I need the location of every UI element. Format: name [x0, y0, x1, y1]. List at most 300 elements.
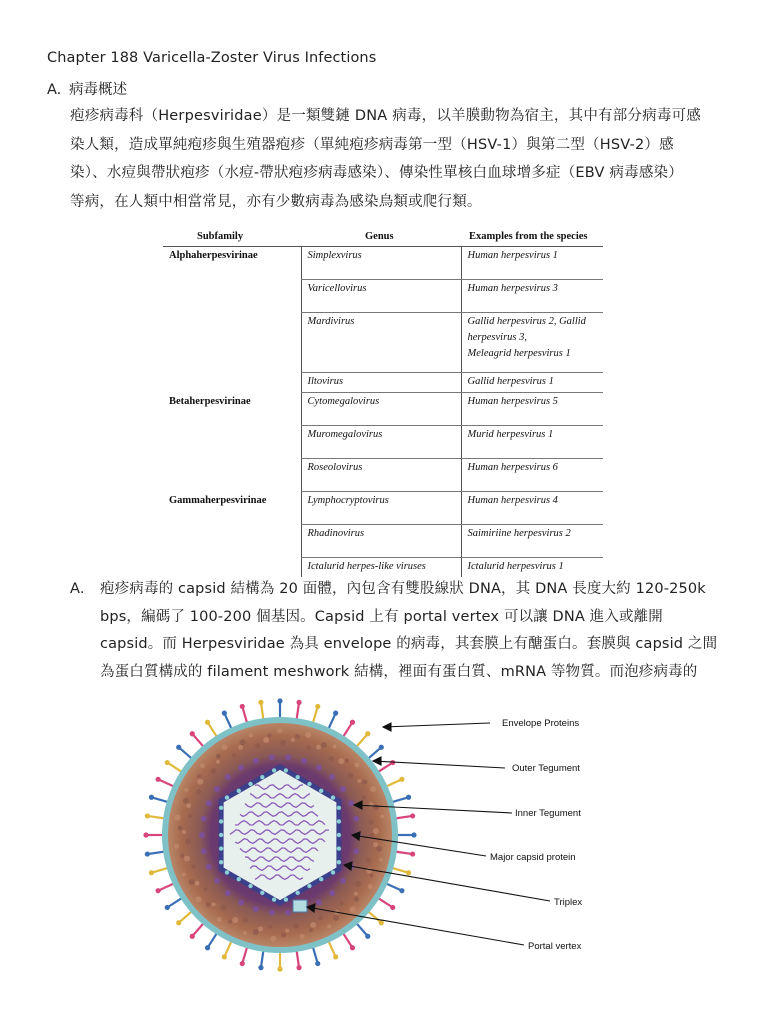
- tegument-granule: [263, 737, 269, 743]
- table-row: [163, 247, 603, 280]
- envelope-protein-spike: [180, 911, 192, 921]
- tegument-granule: [255, 743, 260, 748]
- envelope-protein-head: [379, 920, 384, 925]
- intro-line: 染人類，造成單純疱疹與生殖器疱疹（單純疱疹病毒第一型（HSV-1）與第二型（HSV-2）感: [70, 136, 674, 153]
- triplex-knob: [284, 768, 288, 772]
- inner-tegument-granule: [353, 848, 359, 854]
- tegument-granule: [280, 740, 286, 746]
- tegument-granule: [197, 774, 201, 778]
- cell-subfamily: [163, 426, 301, 459]
- envelope-protein-head: [258, 965, 263, 970]
- tegument-granule: [373, 804, 379, 810]
- tegument-granule: [318, 915, 323, 920]
- envelope-protein-head: [176, 920, 181, 925]
- envelope-protein-head: [350, 945, 355, 950]
- triplex-knob: [219, 806, 223, 810]
- tegument-granule: [182, 872, 186, 876]
- envelope-protein-spike: [395, 852, 411, 854]
- envelope-protein-spike: [225, 715, 232, 730]
- envelope-protein-head: [379, 745, 384, 750]
- envelope-protein-head: [240, 961, 245, 966]
- triplex-knob: [284, 897, 288, 901]
- envelope-protein-head: [145, 813, 150, 818]
- envelope-protein-spike: [343, 724, 352, 737]
- envelope-protein-head: [149, 870, 154, 875]
- cell-subfamily: [163, 313, 301, 373]
- tegument-granule: [373, 842, 378, 847]
- triplex-knob: [225, 795, 229, 799]
- triplex-knob: [219, 846, 223, 850]
- cell-genus: Roseolovirus: [301, 459, 461, 492]
- triplex-knob: [248, 884, 252, 888]
- tegument-granule: [221, 744, 227, 750]
- triplex-knob: [295, 891, 299, 895]
- tegument-granule: [197, 779, 203, 785]
- section-marker: A.: [47, 82, 62, 98]
- envelope-protein-spike: [169, 764, 182, 773]
- tegument-granule: [188, 814, 192, 818]
- tegument-granule: [369, 820, 374, 825]
- tegument-granule: [220, 904, 226, 910]
- table-row: [163, 525, 603, 558]
- envelope-protein-spike: [209, 724, 218, 737]
- cell-genus: Simplexvirus: [301, 247, 461, 280]
- envelope-protein-head: [399, 888, 404, 893]
- triplex-knob: [337, 819, 341, 823]
- envelope-protein-spike: [378, 764, 391, 773]
- tegument-granule: [338, 758, 344, 764]
- envelope-protein-spike: [153, 798, 168, 803]
- triplex-knob: [337, 833, 341, 837]
- tegument-granule: [309, 928, 313, 932]
- envelope-protein-head: [296, 700, 301, 705]
- tegument-granule: [370, 786, 376, 792]
- inner-tegument-granule: [348, 800, 354, 806]
- inner-tegument-granule: [214, 786, 220, 792]
- triplex-knob: [272, 897, 276, 901]
- tegument-granule: [281, 932, 286, 937]
- tegument-granule: [216, 754, 221, 759]
- tegument-granule: [366, 868, 372, 874]
- tegument-granule: [285, 929, 289, 933]
- envelope-protein-spike: [386, 883, 401, 890]
- tegument-granule: [321, 742, 327, 748]
- tegument-granule: [316, 745, 321, 750]
- example-line: Meleagrid herpesvirus 1: [467, 348, 571, 359]
- triplex-knob: [307, 782, 311, 786]
- envelope-protein-head: [411, 832, 416, 837]
- description-line: 疱疹病毒的 capsid 結構為 20 面體，內包含有雙股線狀 DNA，其 DNA 長度大約 120-250k: [100, 581, 706, 597]
- tegument-granule: [310, 922, 316, 928]
- triplex-knob: [260, 891, 264, 895]
- envelope-protein-spike: [297, 704, 299, 720]
- tegument-granule: [340, 901, 344, 905]
- triplex-knob: [295, 775, 299, 779]
- cell-genus: Rhadinovirus: [301, 525, 461, 558]
- tegument-granule: [333, 915, 339, 921]
- description-line: bps，編碼了 100-200 個基因。Capsid 上有 portal vertex 可以讓 DNA 進入或離開: [100, 608, 663, 625]
- arrowhead-icon: [373, 757, 381, 765]
- header-subfamily: Subfamily: [163, 225, 301, 247]
- cell-example: [461, 313, 603, 373]
- tegument-granule: [217, 917, 222, 922]
- intro-paragraph: [70, 102, 725, 216]
- envelope-protein-head: [205, 720, 210, 725]
- tegument-granule: [212, 902, 216, 906]
- header-examples: Examples from the species: [461, 225, 603, 247]
- tegument-granule: [295, 734, 300, 739]
- header-genus: Genus: [301, 225, 461, 247]
- tegument-granule: [362, 796, 366, 800]
- cell-subfamily: Alphaherpesvirinae: [169, 250, 258, 261]
- cell-subfamily: [163, 280, 301, 313]
- description-line: capsid。而 Herpesviridae 為具 envelope 的病毒，其套膜上有醣蛋白。套膜與 capsid 之間: [100, 636, 718, 652]
- inner-tegument-granule: [329, 890, 335, 896]
- tegument-granule: [204, 887, 208, 891]
- tegument-granule: [380, 814, 384, 818]
- tegument-granule: [228, 920, 232, 924]
- table-row: [163, 373, 603, 393]
- tegument-granule: [183, 798, 189, 804]
- tegument-granule: [238, 745, 243, 750]
- triplex-knob: [219, 819, 223, 823]
- tegument-granule: [185, 838, 191, 844]
- cell-genus: Mardivirus: [301, 313, 461, 373]
- tegument-granule: [354, 892, 358, 896]
- section-title: 病毒概述: [69, 82, 127, 98]
- envelope-protein-head: [277, 966, 282, 971]
- label-triplex: Triplex: [554, 897, 583, 908]
- tegument-granule: [291, 738, 295, 742]
- inner-tegument-granule: [269, 910, 275, 916]
- cell-genus: Ictalurid herpes-like viruses: [301, 558, 461, 578]
- envelope-protein-head: [240, 704, 245, 709]
- inner-tegument-granule: [206, 864, 212, 870]
- portal-vertex: [293, 900, 307, 912]
- cell-example: Human herpesvirus 1: [461, 247, 603, 280]
- tegument-granule: [373, 828, 379, 834]
- triplex-knob: [219, 860, 223, 864]
- envelope-protein-head: [410, 813, 415, 818]
- inner-tegument-granule: [353, 816, 359, 822]
- inner-tegument-granule: [329, 774, 335, 780]
- cell-genus: Lymphocryptovirus: [301, 492, 461, 525]
- tegument-granule: [180, 854, 184, 858]
- tegument-granule: [178, 826, 183, 831]
- tegument-granule: [345, 759, 349, 763]
- envelope-protein-head: [190, 731, 195, 736]
- tegument-granule: [184, 856, 190, 862]
- envelope-protein-head: [143, 832, 148, 837]
- table-row: [163, 426, 603, 459]
- envelope-protein-spike: [356, 923, 366, 935]
- envelope-protein-head: [406, 795, 411, 800]
- envelope-protein-spike: [395, 816, 411, 818]
- triplex-knob: [260, 775, 264, 779]
- tegument-granule: [216, 760, 220, 764]
- envelope-protein-spike: [180, 749, 192, 759]
- table-row: [163, 492, 603, 525]
- tegument-granule: [189, 879, 195, 885]
- envelope-protein-spike: [313, 708, 318, 723]
- triplex-knob: [272, 768, 276, 772]
- label-major-capsid-protein: Major capsid protein: [490, 852, 576, 863]
- inner-tegument-granule: [269, 754, 275, 760]
- envelope-protein-head: [156, 777, 161, 782]
- cell-genus: Varicellovirus: [301, 280, 461, 313]
- table-header-row: [163, 225, 603, 247]
- envelope-protein-spike: [343, 933, 352, 946]
- envelope-protein-spike: [149, 852, 165, 854]
- tegument-granule: [258, 926, 263, 931]
- envelope-protein-spike: [153, 868, 168, 873]
- envelope-protein-spike: [313, 946, 318, 961]
- cell-example: Human herpesvirus 5: [461, 393, 603, 426]
- envelope-protein-spike: [328, 941, 335, 956]
- inner-tegument-granule: [214, 878, 220, 884]
- triplex-knob: [319, 877, 323, 881]
- envelope-protein-head: [149, 795, 154, 800]
- inner-tegument-granule: [340, 878, 346, 884]
- inner-tegument-granule: [253, 906, 259, 912]
- capsid-description: [70, 576, 720, 686]
- envelope-protein-spike: [391, 798, 406, 803]
- tegument-granule: [232, 753, 236, 757]
- label-inner-tegument: Inner Tegument: [515, 808, 581, 819]
- envelope-protein-spike: [160, 883, 175, 890]
- envelope-protein-spike: [160, 780, 175, 787]
- cell-subfamily: [163, 373, 301, 393]
- triplex-knob: [225, 870, 229, 874]
- tegument-granule: [369, 874, 373, 878]
- envelope-protein-spike: [169, 898, 182, 907]
- tegument-granule: [327, 925, 331, 929]
- envelope-protein-head: [410, 851, 415, 856]
- envelope-protein-head: [333, 954, 338, 959]
- label-outer-tegument: Outer Tegument: [512, 763, 580, 774]
- cell-genus: Muromegalovirus: [301, 426, 461, 459]
- cell-example: Murid herpesvirus 1: [461, 426, 603, 459]
- tegument-granule: [182, 830, 186, 834]
- envelope-protein-head: [277, 698, 282, 703]
- triplex-knob: [337, 846, 341, 850]
- envelope-protein-head: [315, 704, 320, 709]
- envelope-protein-head: [390, 905, 395, 910]
- envelope-protein-head: [406, 870, 411, 875]
- triplex-knob: [219, 833, 223, 837]
- tegument-granule: [249, 733, 253, 737]
- intro-line: 疱疹病毒科（Herpesviridae）是一類雙鏈 DNA 病毒，以羊膜動物為宿主，其中有部分病毒可感: [70, 108, 701, 124]
- table-row: [163, 558, 603, 578]
- envelope-protein-spike: [194, 735, 204, 747]
- example-line: herpesvirus 3,: [467, 332, 527, 343]
- envelope-protein-spike: [149, 816, 165, 818]
- tegument-granule: [300, 934, 305, 939]
- envelope-protein-spike: [328, 715, 335, 730]
- tegument-granule: [174, 814, 180, 820]
- tegument-granule: [277, 729, 282, 734]
- tegument-granule: [186, 803, 191, 808]
- envelope-protein-spike: [386, 780, 401, 787]
- label-portal-vertex: Portal vertex: [528, 941, 582, 952]
- tegument-granule: [329, 756, 334, 761]
- tegument-granule: [195, 896, 201, 902]
- tegument-granule: [306, 746, 310, 750]
- cell-example: Saimiriine herpesvirus 2: [461, 525, 603, 558]
- tegument-granule: [206, 902, 211, 907]
- tegument-granule: [191, 864, 196, 869]
- table-row: [163, 459, 603, 492]
- tegument-granule: [362, 780, 367, 785]
- envelope-protein-head: [222, 711, 227, 716]
- triplex-knob: [248, 782, 252, 786]
- chapter-title: Chapter 188 Varicella-Zoster Virus Infections: [47, 50, 377, 66]
- cell-genus: Iltovirus: [301, 373, 461, 393]
- inner-tegument-granule: [316, 764, 322, 770]
- inner-tegument-granule: [340, 786, 346, 792]
- tegument-granule: [243, 931, 247, 935]
- envelope-protein-spike: [378, 898, 391, 907]
- arrowhead-icon: [383, 723, 391, 731]
- tegument-granule: [270, 936, 276, 942]
- label-envelope-proteins: Envelope Proteins: [502, 718, 580, 729]
- envelope-protein-head: [222, 954, 227, 959]
- tegument-granule: [370, 833, 374, 837]
- cell-example: Human herpesvirus 3: [461, 280, 603, 313]
- envelope-protein-spike: [356, 735, 366, 747]
- tegument-granule: [376, 846, 382, 852]
- inner-tegument-granule: [225, 774, 231, 780]
- tegument-granule: [243, 918, 248, 923]
- triplex-knob: [331, 870, 335, 874]
- tegument-granule: [368, 884, 373, 889]
- tegument-granule: [211, 768, 217, 774]
- tegument-granule: [174, 844, 179, 849]
- inner-tegument-granule: [301, 758, 307, 764]
- inner-tegument-granule: [206, 800, 212, 806]
- envelope-protein-head: [315, 961, 320, 966]
- taxonomy-table: [163, 225, 603, 577]
- triplex-knob: [237, 877, 241, 881]
- envelope-protein-head: [365, 731, 370, 736]
- tegument-granule: [333, 745, 337, 749]
- envelope-protein-spike: [243, 708, 248, 723]
- cell-subfamily: Gammaherpesvirinae: [169, 494, 267, 506]
- envelope-protein-spike: [261, 704, 263, 720]
- tegument-granule: [369, 802, 374, 807]
- tegument-granule: [357, 779, 361, 783]
- envelope-protein-head: [165, 760, 170, 765]
- tegument-granule: [350, 906, 356, 912]
- cell-example: Ictalurid herpesvirus 1: [461, 558, 603, 578]
- envelope-protein-head: [258, 700, 263, 705]
- tegument-granule: [293, 923, 299, 929]
- tegument-granule: [232, 917, 238, 923]
- envelope-protein-head: [165, 905, 170, 910]
- cell-example: Human herpesvirus 6: [461, 459, 603, 492]
- envelope-protein-head: [333, 711, 338, 716]
- tegument-granule: [268, 924, 272, 928]
- inner-tegument-granule: [316, 900, 322, 906]
- tegument-granule: [200, 763, 205, 768]
- tegument-granule: [379, 858, 383, 862]
- tegument-granule: [184, 788, 188, 792]
- cell-subfamily: [163, 459, 301, 492]
- capsid-description-body: [100, 576, 720, 686]
- inner-tegument-granule: [238, 764, 244, 770]
- example-line: Gallid herpesvirus 2, Gallid: [467, 316, 586, 327]
- inner-tegument-granule: [285, 910, 291, 916]
- triplex-knob: [237, 789, 241, 793]
- inner-tegument-granule: [201, 848, 207, 854]
- table-row: [163, 280, 603, 313]
- inner-tegument-granule: [225, 890, 231, 896]
- list-marker: A.: [70, 581, 85, 597]
- envelope-protein-head: [145, 851, 150, 856]
- cell-subfamily: [163, 558, 301, 578]
- envelope-protein-head: [176, 745, 181, 750]
- tegument-granule: [354, 897, 359, 902]
- tegument-granule: [268, 734, 272, 738]
- triplex-knob: [337, 860, 341, 864]
- section-heading: [47, 78, 127, 99]
- envelope-protein-spike: [243, 946, 248, 961]
- tegument-granule: [347, 773, 353, 779]
- herpesvirus-diagram: [140, 695, 610, 975]
- inner-tegument-granule: [238, 900, 244, 906]
- envelope-protein-head: [190, 934, 195, 939]
- envelope-protein-head: [365, 934, 370, 939]
- cell-subfamily: [163, 525, 301, 558]
- triplex-knob: [319, 789, 323, 793]
- tegument-granule: [196, 789, 201, 794]
- tegument-granule: [366, 858, 371, 863]
- tegument-granule: [240, 739, 246, 745]
- envelope-protein-spike: [194, 923, 204, 935]
- envelope-protein-head: [296, 965, 301, 970]
- cell-example: Human herpesvirus 4: [461, 492, 603, 525]
- table-row: [163, 313, 603, 373]
- envelope-protein-head: [350, 720, 355, 725]
- callout-envelope-proteins: [383, 723, 490, 727]
- tegument-granule: [355, 881, 361, 887]
- envelope-protein-head: [156, 888, 161, 893]
- intro-line: 染）、水痘與帶狀疱疹（水痘-帶狀疱疹病毒感染）、傳染性單核白血球增多症（EBV 病毒感染）: [70, 165, 683, 181]
- triplex-knob: [337, 806, 341, 810]
- triplex-knob: [331, 795, 335, 799]
- triplex-knob: [307, 884, 311, 888]
- cell-genus: Cytomegalovirus: [301, 393, 461, 426]
- tegument-granule: [253, 929, 259, 935]
- description-line: 為蛋白質構成的 filament meshwork 結構，裡面有蛋白質、mRNA 等物質。而泡疹病毒的: [100, 663, 698, 680]
- envelope-protein-spike: [391, 868, 406, 873]
- tegument-granule: [305, 732, 311, 738]
- virus-structure-illustration: [140, 695, 610, 975]
- envelope-protein-spike: [261, 950, 263, 966]
- envelope-protein-head: [399, 777, 404, 782]
- envelope-protein-spike: [297, 950, 299, 966]
- inner-tegument-granule: [199, 832, 205, 838]
- taxonomy-table-wrap: [163, 225, 603, 577]
- intro-line: 等病，在人類中相當常見，亦有少數病毒為感染鳥類或爬行類。: [70, 193, 482, 210]
- table-row: [163, 393, 603, 426]
- inner-tegument-granule: [253, 758, 259, 764]
- tegument-granule: [195, 881, 200, 886]
- cell-subfamily: Betaherpesvirinae: [169, 395, 251, 407]
- inner-tegument-granule: [285, 754, 291, 760]
- envelope-protein-spike: [225, 941, 232, 956]
- envelope-protein-spike: [368, 749, 380, 759]
